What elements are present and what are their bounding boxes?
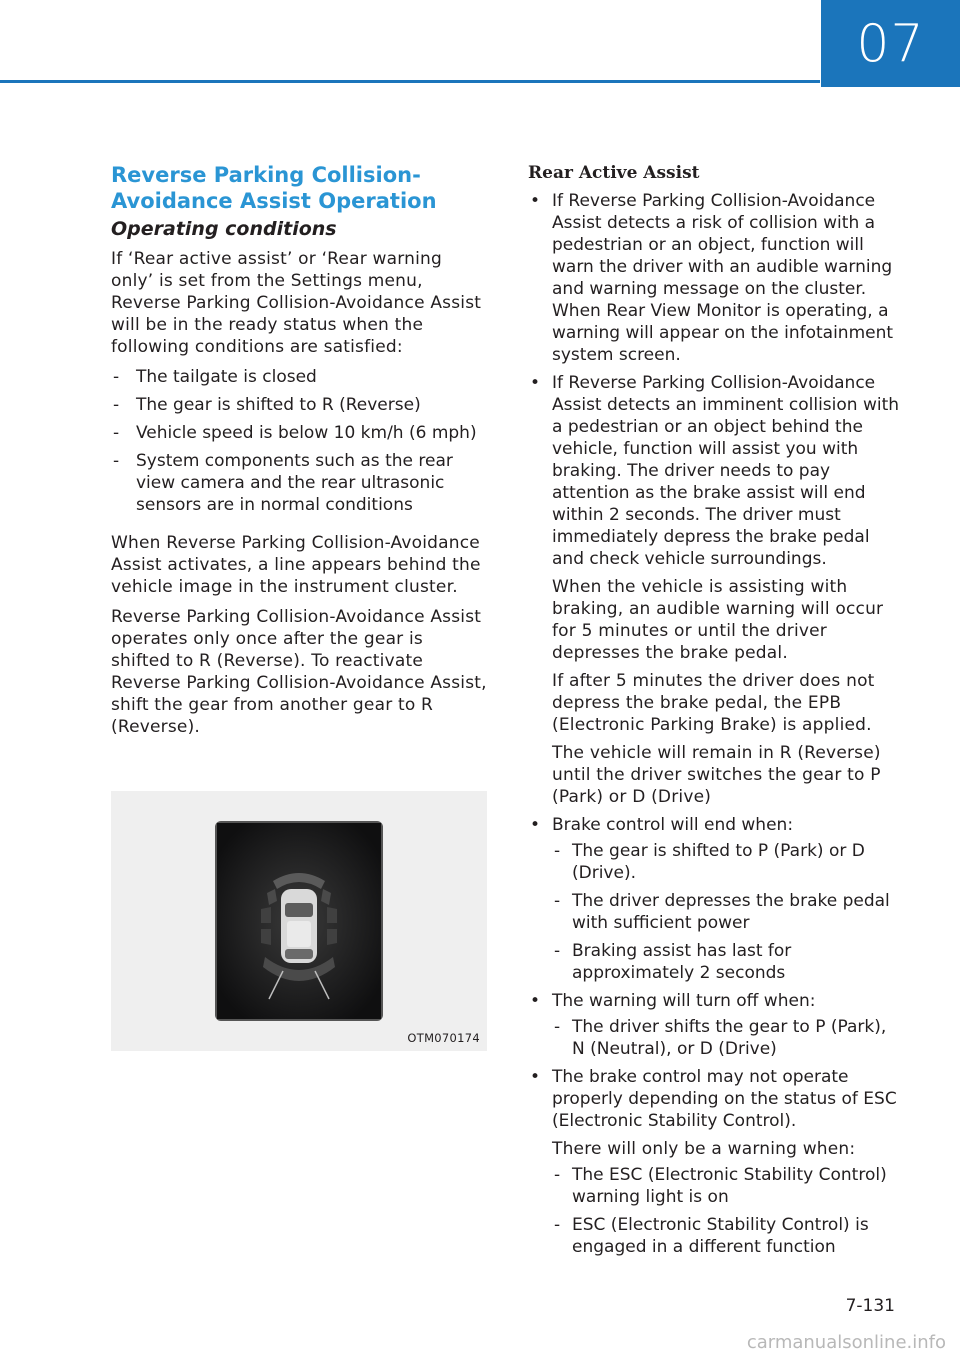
list-item: • If Reverse Parking Collision-Avoidance Assist detects a risk of collision with a pedestrian or an object, function will warn the driver with an audible warning and warning message on the cluster. When Rear View Monitor is operating, a warning will appear on the infotainment system screen. (528, 190, 904, 366)
paragraph: The vehicle will remain in R (Reverse) until the driver switches the gear to P (Park) or D (Drive) (552, 743, 881, 807)
paragraph: Reverse Parking Collision-Avoidance Assist operates only once after the gear is shifted to R (Reverse). To reactivate Reverse Parking Collision-Avoidance Assist, shift the gear from another gear to R (Reverse). (111, 607, 487, 737)
car-sensor-icon (217, 823, 381, 1019)
list-item: - Braking assist has last for approximately 2 seconds (552, 940, 904, 984)
list-item: - The tailgate is closed (111, 366, 487, 388)
conditions-list (111, 366, 487, 516)
list-item: - The driver shifts the gear to P (Park), N (Neutral), or D (Drive) (552, 1016, 904, 1060)
bullet-list (528, 190, 904, 1258)
list-item: - ESC (Electronic Stability Control) is engaged in a different function (552, 1214, 904, 1258)
intro-paragraph: If ‘Rear active assist’ or ‘Rear warning only’ is set from the Settings menu, Reverse Parking Collision-Avoidance Assist will be in the ready status when the following conditions are satisfied: (111, 249, 482, 357)
sub-list (552, 1164, 904, 1258)
page-number: 7-131 (845, 1296, 895, 1316)
right-column (528, 162, 904, 1264)
section-title: Reverse Parking Collision- Avoidance Assist Operation (111, 163, 437, 213)
left-column (111, 162, 487, 746)
list-item: - System components such as the rear view camera and the rear ultrasonic sensors are in normal conditions (111, 450, 487, 516)
sub-list (552, 1016, 904, 1060)
list-item: - The driver depresses the brake pedal with sufficient power (552, 890, 904, 934)
watermark: carmanualsonline.info (746, 1332, 946, 1353)
paragraph: There will only be a warning when: (552, 1139, 856, 1159)
header-rule (0, 80, 820, 83)
list-item: • Brake control will end when: - The gear is shifted to P (Park) or D (Drive). - The driver depresses the brake pedal with sufficient power - Braking assist has last for approximately 2 seconds (528, 814, 904, 984)
chapter-tab: 07 (821, 0, 960, 87)
list-item: • If Reverse Parking Collision-Avoidance Assist detects an imminent collision with a pedestrian or an object behind the vehicle, function will assist you with braking. The driver needs to pay attention as the brake assist will end within 2 seconds. The driver must immediately depress the brake pedal and check vehicle surroundings. When the vehicle is assisting with braking, an audible warning will occur for 5 minutes or until the driver depresses the brake pedal. If after 5 minutes the driver does not depress the brake pedal, the EPB (Electronic Parking Brake) is applied. The vehicle will remain in R (Reverse) until the driver switches the gear to P (Park) or D (Drive) (528, 372, 904, 808)
paragraph: If after 5 minutes the driver does not depress the brake pedal, the EPB (Electronic Parking Brake) is applied. (552, 671, 875, 735)
paragraph: When Reverse Parking Collision-Avoidance Assist activates, a line appears behind the vehicle image in the instrument cluster. (111, 533, 481, 597)
sub-list (552, 840, 904, 984)
paragraph: When the vehicle is assisting with braking, an audible warning will occur for 5 minutes or until the driver depresses the brake pedal. (552, 577, 884, 663)
list-item: - The ESC (Electronic Stability Control) warning light is on (552, 1164, 904, 1208)
list-item: - Vehicle speed is below 10 km/h (6 mph) (111, 422, 487, 444)
list-item: • The brake control may not operate properly depending on the status of ESC (Electronic Stability Control). There will only be a warning when: - The ESC (Electronic Stability Control) warning light is on - ESC (Electronic Stability Control) is engaged in a different function (528, 1066, 904, 1258)
list-item: - The gear is shifted to P (Park) or D (Drive). (552, 840, 904, 884)
figure-code: OTM070174 (407, 1031, 480, 1045)
cluster-figure (111, 791, 487, 1051)
subtitle: Operating conditions (111, 218, 337, 240)
cluster-screen (215, 821, 383, 1021)
list-item: • The warning will turn off when: - The driver shifts the gear to P (Park), N (Neutral), or D (Drive) (528, 990, 904, 1060)
rear-active-assist-heading: Rear Active Assist (528, 163, 700, 183)
list-item: - The gear is shifted to R (Reverse) (111, 394, 487, 416)
